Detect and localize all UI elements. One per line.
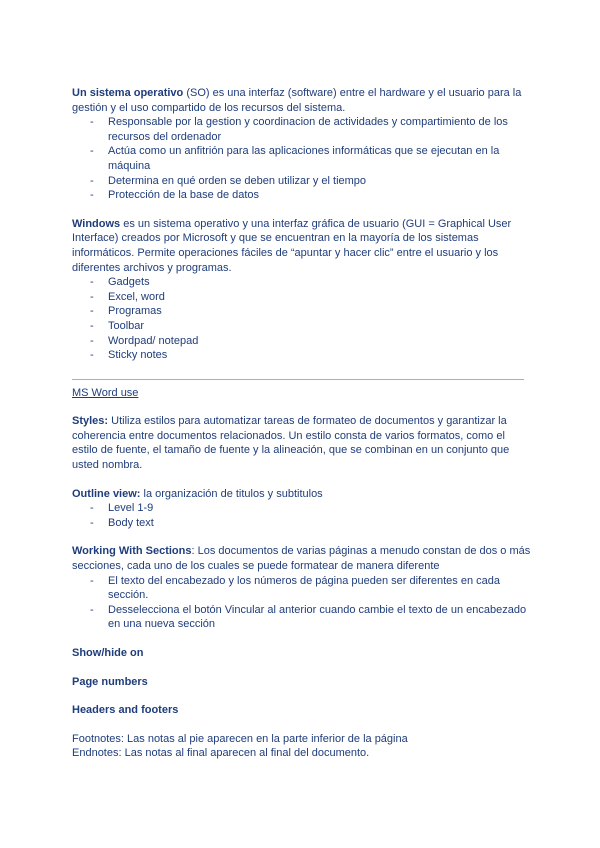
ms-word-heading-block <box>72 386 532 401</box>
windows-text: es un sistema operativo y una interfaz gráfica de usuario (GUI = Graphical User Interface) creados por Microsoft y que se encuentran en la mayoría de los sistemas informáticos. Permite operaciones fáciles de “apuntar y hacer clic” entre el usuario y los diferentes archivos y programas. <box>72 217 512 274</box>
sections-section <box>72 544 532 632</box>
list-item: - Determina en qué orden se deben utilizar y el tiempo <box>72 174 532 189</box>
list-item: - Actúa como un anfitrión para las aplicaciones informáticas que se ejecutan en la máquina <box>72 144 532 173</box>
list-item: - Excel, word <box>72 290 532 305</box>
windows-section <box>72 217 532 363</box>
styles-term: Styles: <box>72 415 109 428</box>
sections-term: Working With Sections <box>72 545 192 558</box>
so-list <box>72 115 532 203</box>
sections-paragraph <box>72 544 532 573</box>
footnotes-line: Footnotes: Las notas al pie aparecen en la parte inferior de la página <box>72 732 408 745</box>
so-paragraph <box>72 86 532 115</box>
show-hide-block <box>72 646 532 661</box>
list-item: - Protección de la base de datos <box>72 188 532 203</box>
windows-list <box>72 275 532 363</box>
outline-section <box>72 487 532 531</box>
list-item: - Sticky notes <box>72 348 532 363</box>
styles-text: Utiliza estilos para automatizar tareas de formateo de documentos y garantizar la coherencia entre documentos relacionados. Un estilo consta de varios formatos, como el estilo de fuente, el tamaño de fuente y la alineación, que se combinan en un conjunto que usted nombra. <box>72 415 510 472</box>
windows-term: Windows <box>72 217 121 230</box>
endnotes-line: Endnotes: Las notas al final aparecen al final del documento. <box>72 747 370 760</box>
list-item: - Wordpad/ notepad <box>72 334 532 349</box>
list-item: - Level 1-9 <box>72 501 532 516</box>
outline-paragraph <box>72 487 532 502</box>
outline-term: Outline view: <box>72 487 141 500</box>
page-numbers-block <box>72 675 532 690</box>
ms-word-use-link[interactable]: MS Word use <box>72 386 139 399</box>
list-item: - Responsable por la gestion y coordinacion de actividades y compartimiento de los recursos del ordenador <box>72 115 532 144</box>
outline-list <box>72 501 532 530</box>
windows-paragraph <box>72 217 532 275</box>
list-item: - Toolbar <box>72 319 532 334</box>
list-item: - Body text <box>72 516 532 531</box>
sections-text: : Los documentos de varias páginas a menudo constan de dos o más secciones, cada uno de los cuales se puede formatear de manera diferente <box>72 545 531 573</box>
notes-block <box>72 732 532 761</box>
sections-list <box>72 574 532 632</box>
show-hide-heading: Show/hide on <box>72 647 144 659</box>
so-term: Un sistema operativo <box>72 87 184 99</box>
document-page <box>72 86 532 761</box>
styles-paragraph <box>72 414 532 472</box>
list-item: - Desselecciona el botón Vincular al anterior cuando cambie el texto de un encabezado en una nueva sección <box>72 603 532 632</box>
so-section <box>72 86 532 203</box>
list-item: - Gadgets <box>72 275 532 290</box>
horizontal-rule <box>72 379 524 380</box>
headers-footers-block <box>72 703 532 718</box>
headers-footers-heading: Headers and footers <box>72 704 179 717</box>
outline-text: la organización de titulos y subtitulos <box>140 487 323 500</box>
styles-section <box>72 414 532 472</box>
list-item: - El texto del encabezado y los números de página pueden ser diferentes en cada sección. <box>72 574 532 603</box>
page-numbers-heading: Page numbers <box>72 675 148 688</box>
so-text: (SO) es una interfaz (software) entre el hardware y el usuario para la gestión y el uso compartido de los recursos del sistema. <box>72 87 522 114</box>
list-item: - Programas <box>72 304 532 319</box>
